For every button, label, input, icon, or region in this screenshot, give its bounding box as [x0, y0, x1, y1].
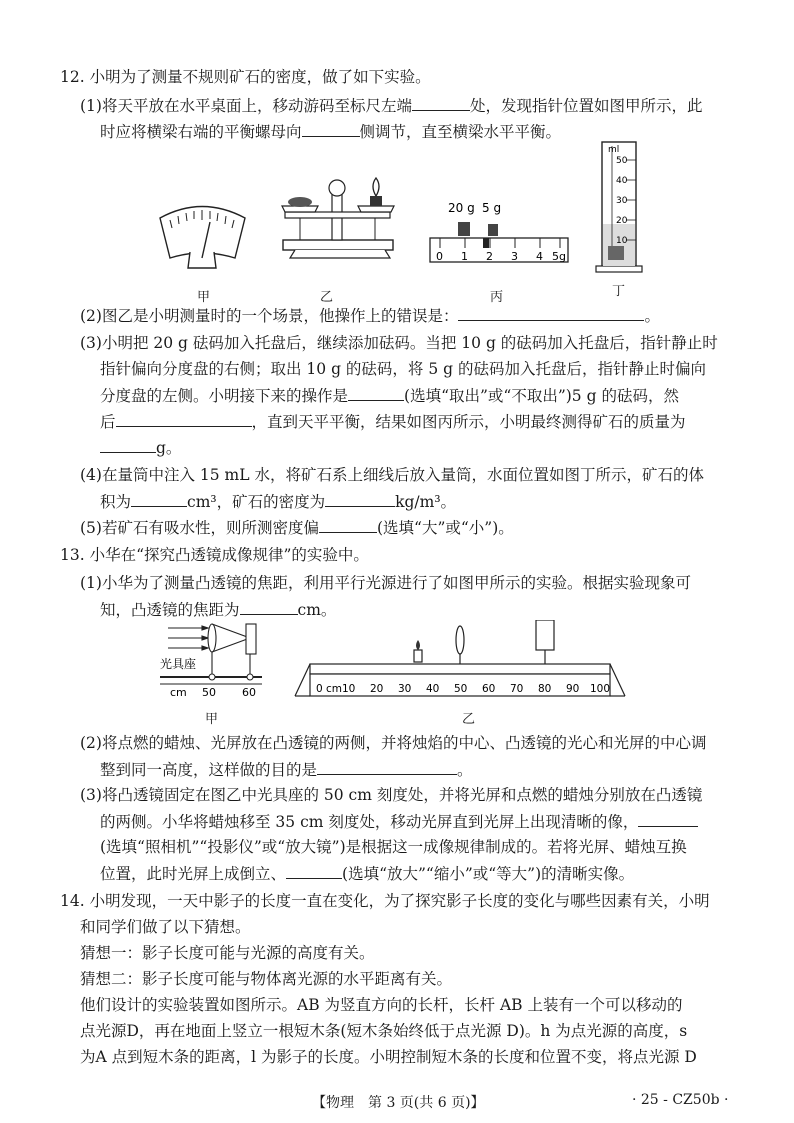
- q13-part1-line2: 知，凸透镜的焦距为 cm。: [100, 598, 336, 621]
- svg-text:30: 30: [398, 683, 412, 695]
- svg-text:80: 80: [538, 683, 552, 695]
- svg-text:60: 60: [242, 686, 256, 699]
- q13-part2-line1: (2)将点燃的蜡烛、光屏放在凸透镜的两侧，并将烛焰的中心、凸透镜的光心和光屏的中心调: [80, 734, 707, 752]
- svg-text:3: 3: [511, 250, 518, 263]
- q12-part1-line1: (1)将天平放在水平桌面上，移动游码至标尺左端 处，发现指针位置如图甲所示，此: [80, 94, 702, 117]
- svg-text:60: 60: [482, 683, 496, 695]
- svg-text:40: 40: [426, 683, 440, 695]
- q12-figures: [150, 140, 660, 310]
- fig13-label-yi: 乙: [462, 712, 476, 727]
- q12-part2: (2)图乙是小明测量时的一个场景，他操作上的错误是： 。: [80, 304, 660, 327]
- svg-text:70: 70: [510, 683, 524, 695]
- svg-text:4: 4: [536, 250, 543, 263]
- fig12-label-yi: 乙: [320, 290, 334, 305]
- page-footer-code: · 25 - CZ50b ·: [632, 1092, 729, 1108]
- q12-part1-line2: 时应将横梁右端的平衡螺母向 侧调节，直至横梁水平平衡。: [100, 120, 561, 143]
- svg-text:cm: cm: [170, 686, 187, 699]
- svg-text:50: 50: [202, 686, 216, 699]
- q14-line5: 他们设计的实验装置如图所示。AB 为竖直方向的长杆，长杆 AB 上装有一个可以移动的: [80, 996, 683, 1014]
- q14-line7: 为A 点到短木条的距离，l 为影子的长度。小明控制短木条的长度和位置不变，将点光源 D: [80, 1048, 697, 1066]
- q12-part3-line2: 指针偏向分度盘的右侧；取出 10 g 的砝码，将 5 g 的砝码加入托盘后，指针静止时偏向: [100, 360, 706, 378]
- q13-part1-line1: (1)小华为了测量凸透镜的焦距，利用平行光源进行了如图甲所示的实验。根据实验现象可: [80, 574, 691, 592]
- q14-line6: 点光源D，再在地面上竖立一根短木条(短木条始终低于点光源 D)。h 为点光源的高度，s: [80, 1022, 688, 1040]
- q14-guess2: 猜想二：影子长度可能与物体离光源的水平距离有关。: [80, 970, 453, 988]
- graduated-cylinder-icon: [596, 142, 642, 272]
- svg-text:1: 1: [461, 250, 468, 263]
- q12-part3-line3: 分度盘的左侧。小明接下来的操作是 (选填“取出”或“不取出”)5 g 的砝码，然: [100, 384, 679, 407]
- q12-part3-line5: g。: [100, 436, 181, 459]
- svg-text:10: 10: [616, 236, 628, 246]
- q12-title: 12. 小明为了测量不规则矿石的密度，做了如下实验。: [60, 68, 431, 86]
- fig13-label-jia: 甲: [205, 712, 219, 727]
- svg-text:50: 50: [454, 683, 468, 695]
- svg-text:10: 10: [342, 683, 356, 695]
- q13-title: 13. 小华在“探究凸透镜成像规律”的实验中。: [60, 546, 369, 564]
- q12-part3-line4: 后 ，直到天平平衡，结果如图丙所示，小明最终测得矿石的质量为: [100, 410, 686, 433]
- q13-part2-line2: 整到同一高度，这样做的目的是 。: [100, 758, 473, 781]
- q13-part3-line2: 的两侧。小华将蜡烛移至 35 cm 刻度处，移动光屏直到光屏上出现清晰的像，: [100, 810, 698, 833]
- q13-part3-line1: (3)将凸透镜固定在图乙中光具座的 50 cm 刻度处，并将光屏和点燃的蜡烛分别放在凸透镜: [80, 786, 703, 804]
- q13-part3-line3: (选填“照相机”“投影仪”或“放大镜”)是根据这一成像规律制成的。若将光屏、蜡烛互换: [100, 838, 687, 856]
- q12-part4-line2: 积为 cm³，矿石的密度为 kg/m³。: [100, 490, 456, 513]
- svg-text:0: 0: [436, 250, 443, 263]
- q13-figures: [150, 620, 640, 702]
- svg-text:20: 20: [370, 683, 384, 695]
- q12-part4-line1: (4)在量筒中注入 15 mL 水，将矿石系上细线后放入量筒，水面位置如图丁所示，矿石的体: [80, 466, 704, 484]
- fig12-label-bing: 丙: [490, 290, 504, 305]
- q12-part3-line1: (3)小明把 20 g 砝码加入托盘后，继续添加砝码。当把 10 g 的砝码加入托盘后，指针静止时: [80, 334, 718, 352]
- balance-icon: [282, 178, 394, 258]
- page-footer-center: 【物理 第 3 页(共 6 页)】: [312, 1095, 485, 1111]
- svg-text:5g: 5g: [552, 250, 566, 263]
- svg-text:0 cm: 0 cm: [316, 683, 343, 695]
- q14-guess1: 猜想一：影子长度可能与光源的高度有关。: [80, 944, 375, 962]
- svg-text:光具座: 光具座: [160, 657, 197, 671]
- svg-text:50: 50: [616, 156, 628, 166]
- fig12-label-ding: 丁: [612, 284, 626, 299]
- svg-text:20 g: 20 g: [448, 201, 475, 215]
- svg-text:90: 90: [566, 683, 580, 695]
- svg-text:100: 100: [590, 683, 611, 695]
- svg-text:2: 2: [486, 250, 493, 263]
- svg-text:5 g: 5 g: [482, 201, 502, 215]
- q13-part3-line4: 位置，此时光屏上成倒立、 (选填“放大”“缩小”或“等大”)的清晰实像。: [100, 862, 634, 885]
- svg-text:40: 40: [616, 176, 628, 186]
- svg-text:ml: ml: [608, 145, 620, 155]
- svg-text:30: 30: [616, 196, 628, 206]
- dial-plate-icon: [160, 207, 245, 269]
- q12-part5: (5)若矿石有吸水性，则所测密度偏 (选填“大”或“小”)。: [80, 516, 514, 539]
- fig12-label-jia: 甲: [197, 290, 211, 305]
- weights-ruler-icon: [430, 201, 568, 263]
- svg-text:20: 20: [616, 216, 628, 226]
- q14-line2: 和同学们做了以下猜想。: [80, 918, 251, 936]
- q14-line1: 14. 小明发现，一天中影子的长度一直在变化，为了探究影子长度的变化与哪些因素有关，小明: [60, 892, 710, 910]
